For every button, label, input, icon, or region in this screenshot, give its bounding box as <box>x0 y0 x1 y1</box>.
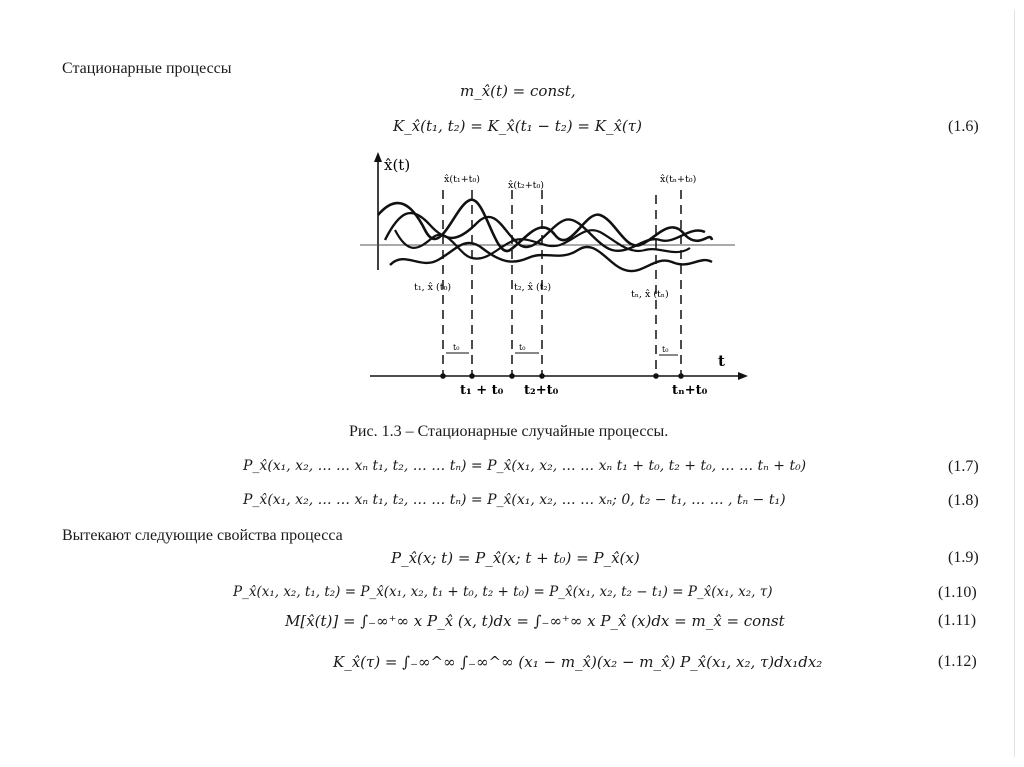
equation-mean-const: m_x̂(t) = const, <box>460 82 576 100</box>
heading-stationary: Стационарные процессы <box>62 60 232 77</box>
tick-label-1: t₁ + t₀ <box>460 383 504 398</box>
equation-number-1-12: (1.12) <box>938 653 977 670</box>
mid-label-1: t₁, x̂ (t₀) <box>414 282 452 293</box>
gap-label-1: t₀ <box>453 343 460 352</box>
heading-properties: Вытекают следующие свойства процесса <box>62 527 343 544</box>
equation-1-10: P_x̂(x₁, x₂, t₁, t₂) = P_x̂(x₁, x₂, t₁ + t₀, t₂ + t₀) = P_x̂(x₁, x₂, t₂ − t₁) = P_x̂(x₁, x₂, τ) <box>233 584 773 600</box>
top-label-3: x̂(tₙ+t₀) <box>660 174 697 185</box>
equation-1-9: P_x̂(x; t) = P_x̂(x; t + t₀) = P_x̂(x) <box>391 549 640 567</box>
equation-1-8: P_x̂(x₁, x₂, … … xₙ t₁, t₂, … … tₙ) = P_x̂(x₁, x₂, … … xₙ; 0, t₂ − t₁, … … , tₙ − t₁) <box>243 492 786 508</box>
figure-caption: Рис. 1.3 – Стационарные случайные процессы. <box>349 423 669 440</box>
equation-number-1-6: (1.6) <box>948 118 979 135</box>
equation-1-12: K_x̂(τ) = ∫₋∞^∞ ∫₋∞^∞ (x₁ − m_x̂)(x₂ − m_x̂) P_x̂(x₁, x₂, τ)dx₁dx₂ <box>333 653 823 671</box>
mid-label-2: t₂, x̂ (t₂) <box>514 282 552 293</box>
top-label-1: x̂(t₁+t₀) <box>444 174 480 185</box>
mid-label-3: tₙ, x̂ (tₙ) <box>631 289 669 300</box>
equation-number-1-9: (1.9) <box>948 549 979 566</box>
equation-number-1-8: (1.8) <box>948 492 979 509</box>
gap-label-3: t₀ <box>662 345 669 354</box>
equation-correlation: K_x̂(t₁, t₂) = K_x̂(t₁ − t₂) = K_x̂(τ) <box>393 117 642 135</box>
x-axis-label: t <box>718 352 725 370</box>
equation-number-1-7: (1.7) <box>948 458 979 475</box>
tick-label-2: t₂+t₀ <box>524 383 559 398</box>
equation-number-1-10: (1.10) <box>938 584 977 601</box>
equation-1-11: M[x̂(t)] = ∫₋∞⁺∞ x P_x̂ (x, t)dx = ∫₋∞⁺∞ x P_x̂ (x)dx = m_x̂ = const <box>285 612 785 630</box>
equation-1-7: P_x̂(x₁, x₂, … … xₙ t₁, t₂, … … tₙ) = P_x̂(x₁, x₂, … … xₙ t₁ + t₀, t₂ + t₀, … … tₙ + t₀) <box>243 458 807 474</box>
tick-label-3: tₙ+t₀ <box>672 383 708 398</box>
y-axis-label: x̂(t) <box>384 156 411 174</box>
top-label-2: x̂(t₂+t₀) <box>508 180 544 191</box>
gap-label-2: t₀ <box>519 343 526 352</box>
equation-number-1-11: (1.11) <box>938 612 977 629</box>
